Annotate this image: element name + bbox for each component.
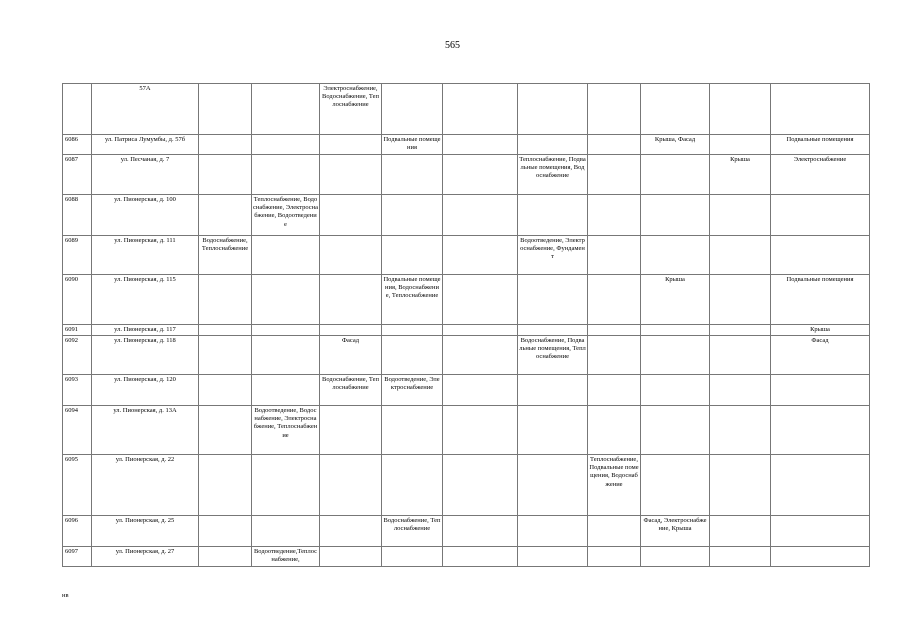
- table-cell: [518, 455, 588, 516]
- address-cell: ул. Пионерская, д. 120: [92, 375, 199, 406]
- row-number-cell: 6093: [63, 375, 92, 406]
- table-cell: [252, 275, 320, 325]
- table-cell: [199, 275, 252, 325]
- table-cell: [710, 135, 771, 155]
- table-cell: Водоотведение, Водоснабжение, Электроснабжение, Теплоснабжение: [252, 406, 320, 455]
- table-cell: Электроснабжение, Водоснабжение, Теплоснабжение: [320, 84, 382, 135]
- table-cell: [710, 325, 771, 336]
- table-cell: [252, 516, 320, 547]
- table-cell: [588, 275, 641, 325]
- table-cell: [382, 406, 443, 455]
- table-cell: [382, 236, 443, 275]
- table-cell: [771, 516, 870, 547]
- table-cell: [641, 375, 710, 406]
- table-cell: [443, 135, 518, 155]
- row-number-cell: 6088: [63, 195, 92, 236]
- table-cell: [320, 455, 382, 516]
- table-cell: [199, 406, 252, 455]
- address-cell: ул. Пионерская, д. 25: [92, 516, 199, 547]
- table-row: [63, 195, 870, 236]
- table-cell: Подвальные помещения: [771, 135, 870, 155]
- table-cell: [710, 84, 771, 135]
- table-cell: Теплоснабжение, Подвальные помещения, Водоснабжение: [588, 455, 641, 516]
- table-cell: [710, 406, 771, 455]
- table-cell: [771, 547, 870, 567]
- table-cell: [443, 516, 518, 547]
- table-row: [63, 375, 870, 406]
- table-row: [63, 325, 870, 336]
- table-cell: [320, 155, 382, 195]
- table-cell: Подвальные помещения, Водоснабжение, Теплоснабжение: [382, 275, 443, 325]
- table-cell: [443, 547, 518, 567]
- row-number-cell: 6094: [63, 406, 92, 455]
- footer-code: нв: [62, 592, 69, 599]
- address-cell: ул. Пионерская, д. 27: [92, 547, 199, 567]
- table-cell: [710, 336, 771, 375]
- table-cell: [641, 325, 710, 336]
- table-cell: [443, 84, 518, 135]
- table-cell: [588, 325, 641, 336]
- table-cell: [641, 547, 710, 567]
- table-cell: [518, 516, 588, 547]
- table-cell: [443, 455, 518, 516]
- row-number-cell: 6087: [63, 155, 92, 195]
- table-cell: [320, 406, 382, 455]
- table-cell: [641, 84, 710, 135]
- row-number-cell: 6092: [63, 336, 92, 375]
- table-cell: [382, 84, 443, 135]
- table-row: [63, 236, 870, 275]
- table-cell: [641, 336, 710, 375]
- row-number-cell: 6086: [63, 135, 92, 155]
- table-cell: [710, 375, 771, 406]
- table-cell: [199, 155, 252, 195]
- table-cell: [199, 195, 252, 236]
- table-row: [63, 547, 870, 567]
- table-cell: [588, 236, 641, 275]
- table-cell: [641, 455, 710, 516]
- address-cell: ул. Пионерская, д. 100: [92, 195, 199, 236]
- row-number-cell: [63, 84, 92, 135]
- table-cell: [771, 375, 870, 406]
- table-body: [63, 84, 870, 567]
- table-cell: [641, 195, 710, 236]
- table-cell: [443, 236, 518, 275]
- table-cell: [518, 84, 588, 135]
- table-cell: Фасад: [771, 336, 870, 375]
- table-cell: Водоотведение,Теплоснабжение,: [252, 547, 320, 567]
- table-cell: [252, 84, 320, 135]
- table-cell: [252, 155, 320, 195]
- table-cell: [771, 84, 870, 135]
- table-cell: [320, 195, 382, 236]
- table-cell: [641, 155, 710, 195]
- table-cell: Водоотведение, Электроснабжение: [382, 375, 443, 406]
- table-cell: [320, 236, 382, 275]
- table-cell: [710, 455, 771, 516]
- table-cell: [588, 84, 641, 135]
- address-cell: ул. Патриса Лумумбы, д. 57б: [92, 135, 199, 155]
- table-cell: [252, 325, 320, 336]
- table-cell: [199, 547, 252, 567]
- table-cell: [443, 275, 518, 325]
- table-cell: [252, 336, 320, 375]
- table-cell: [710, 516, 771, 547]
- table-cell: [443, 375, 518, 406]
- table-row: [63, 275, 870, 325]
- table-cell: [588, 155, 641, 195]
- address-cell: ул. Пионерская, д. 115: [92, 275, 199, 325]
- table-cell: [382, 155, 443, 195]
- table-cell: [518, 375, 588, 406]
- address-cell: ул. Пионерская, д. 117: [92, 325, 199, 336]
- table-cell: [252, 236, 320, 275]
- table-cell: [199, 455, 252, 516]
- table-row: [63, 336, 870, 375]
- table-cell: [320, 547, 382, 567]
- table-row: [63, 406, 870, 455]
- table-row: [63, 516, 870, 547]
- table-cell: Водоснабжение, Теплоснабжение: [382, 516, 443, 547]
- table-cell: [771, 406, 870, 455]
- table-cell: Крыша, Фасад: [641, 135, 710, 155]
- table-cell: [199, 516, 252, 547]
- table-cell: [710, 195, 771, 236]
- table-cell: [199, 336, 252, 375]
- table-cell: [518, 406, 588, 455]
- table-cell: [588, 375, 641, 406]
- row-number-cell: 6089: [63, 236, 92, 275]
- table-cell: [382, 547, 443, 567]
- table-cell: [771, 195, 870, 236]
- table-cell: [588, 336, 641, 375]
- address-cell: ул. Пионерская, д. 111: [92, 236, 199, 275]
- row-number-cell: 6096: [63, 516, 92, 547]
- table-cell: Крыша: [641, 275, 710, 325]
- table-cell: [252, 455, 320, 516]
- table-cell: Электроснабжение: [771, 155, 870, 195]
- table-cell: [252, 375, 320, 406]
- table-cell: Теплоснабжение, Подвальные помещения, Водоснабжение: [518, 155, 588, 195]
- table-cell: Фасад: [320, 336, 382, 375]
- address-cell: 57А: [92, 84, 199, 135]
- table-cell: Крыша: [710, 155, 771, 195]
- table-cell: [443, 195, 518, 236]
- table-cell: Крыша: [771, 325, 870, 336]
- table-row: [63, 84, 870, 135]
- table-cell: [771, 455, 870, 516]
- table-cell: [199, 135, 252, 155]
- table-cell: [320, 275, 382, 325]
- table-cell: [443, 406, 518, 455]
- table-cell: Водоснабжение, Теплоснабжение: [199, 236, 252, 275]
- table-cell: [710, 275, 771, 325]
- page-number: 565: [445, 40, 460, 51]
- address-cell: ул. Пионерская, д. 118: [92, 336, 199, 375]
- table-cell: [771, 236, 870, 275]
- table-cell: Фасад, Электроснабжение, Крыша: [641, 516, 710, 547]
- table-cell: [641, 406, 710, 455]
- table-cell: [641, 236, 710, 275]
- table-cell: [199, 84, 252, 135]
- table-cell: Подвальные помещения: [382, 135, 443, 155]
- table-cell: Подвальные помещения: [771, 275, 870, 325]
- table-row: [63, 155, 870, 195]
- row-number-cell: 6095: [63, 455, 92, 516]
- table-cell: [382, 195, 443, 236]
- table-cell: [443, 155, 518, 195]
- address-cell: ул. Песчаная, д. 7: [92, 155, 199, 195]
- table-cell: Водоснабжение, Подвальные помещения, Теплоснабжение: [518, 336, 588, 375]
- table-cell: [518, 325, 588, 336]
- table-cell: [588, 135, 641, 155]
- table-cell: [443, 336, 518, 375]
- table-row: [63, 455, 870, 516]
- table-cell: [588, 406, 641, 455]
- table-cell: [252, 135, 320, 155]
- table-cell: Водоотведение, Электроснабжение, Фундамент: [518, 236, 588, 275]
- table-cell: [518, 195, 588, 236]
- address-cell: ул. Пионерская, д. 22: [92, 455, 199, 516]
- table-cell: [588, 195, 641, 236]
- row-number-cell: 6091: [63, 325, 92, 336]
- table-cell: [518, 135, 588, 155]
- table-cell: [320, 325, 382, 336]
- table-cell: [518, 275, 588, 325]
- table-cell: [382, 325, 443, 336]
- address-cell: ул. Пионерская, д. 13А: [92, 406, 199, 455]
- table-cell: [710, 236, 771, 275]
- table-cell: [443, 325, 518, 336]
- table-cell: [199, 325, 252, 336]
- table-cell: [588, 516, 641, 547]
- table-cell: Теплоснабжение, Водоснабжение, Электроснабжение, Водоотведение: [252, 195, 320, 236]
- table-cell: Водоснабжение, Теплоснабжение: [320, 375, 382, 406]
- table-cell: [710, 547, 771, 567]
- table-row: [63, 135, 870, 155]
- table-cell: [320, 516, 382, 547]
- table-cell: [588, 547, 641, 567]
- table-cell: [199, 375, 252, 406]
- repair-schedule-table: [62, 83, 870, 567]
- row-number-cell: 6097: [63, 547, 92, 567]
- table-cell: [518, 547, 588, 567]
- table-cell: [320, 135, 382, 155]
- table-cell: [382, 455, 443, 516]
- table-cell: [382, 336, 443, 375]
- row-number-cell: 6090: [63, 275, 92, 325]
